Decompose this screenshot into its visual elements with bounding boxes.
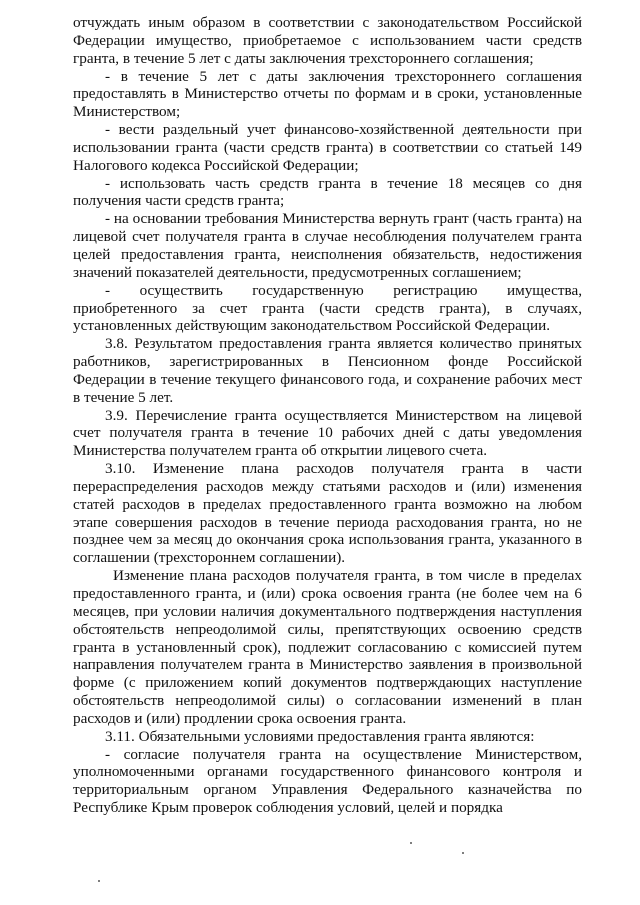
scan-speck [410,842,412,844]
list-item-reports: - в течение 5 лет с даты заключения трехстороннего соглашения предоставлять в Министерство отчеты по формам и в сроки, установленные Министерством; [73,67,582,121]
paragraph-continuation: отчуждать иным образом в соответствии с законодательством Российской Федерации имущество, приобретаемое с использованием части средств гранта, в течение 5 лет с даты заключения трехстороннего соглашения; [73,14,582,67]
list-item-return-grant: - на основании требования Министерства вернуть грант (часть гранта) на лицевой счет получателя гранта в случае несоблюдения получателем гранта целей предоставления гранта, неисполнения обязательств, недостижения значений показателей деятельности, предусмотренных соглашением; [73,210,582,281]
section-3-9: 3.9. Перечисление гранта осуществляется Министерством на лицевой счет получателя гранта в течение 10 рабочих дней с даты уведомления Министерства получателем гранта об открытии лицевого счета. [73,406,582,460]
list-item-use-funds: - использовать часть средств гранта в течение 18 месяцев со дня получения части средств гранта; [73,174,582,210]
section-3-8: 3.8. Результатом предоставления гранта является количество принятых работников, зарегистрированных в Пенсионном фонде Российской Федерации в течение текущего финансового года, и сохранение рабочих мест в течение 5 лет. [73,335,582,406]
section-3-10: 3.10. Изменение плана расходов получателя гранта в части перераспределения расходов между статьями расходов и (или) изменения статей расходов в пределах предоставленного гранта возможно на любом этапе совершения расходов в течение периода расходования гранта, но не позднее чем за месяц до окончания срока использования гранта, указанного в соглашении (трехстороннем соглашении). [73,460,582,567]
list-item-registration: - осуществить государственную регистрацию имущества, приобретенного за счет гранта (части средств гранта), в случаях, установленных действующим законодательством Российской Федерации. [73,281,582,335]
section-3-10-plan-change: Изменение плана расходов получателя гранта, в том числе в пределах предоставленного гранта, и (или) срока освоения гранта (не более чем на 6 месяцев, при условии наличия документального подтверждения наступления обстоятельств непреодолимой силы, препятствующих освоению средств гранта в установленный срок), подлежит согласованию с комиссией путем направления получателем гранта в Министерство заявления в произвольной форме (с приложением копий документов подтверждающих наступление обстоятельств непреодолимой силы) о согласовании изменений в план расходов и (или) продлении срока освоения гранта. [73,567,582,727]
section-3-11: 3.11. Обязательными условиями предоставления гранта являются: [105,727,535,745]
list-item-accounting: - вести раздельный учет финансово-хозяйственной деятельности при использовании гранта (части средств гранта) в соответствии со статьей 149 Налогового кодекса Российской Федерации; [73,121,582,174]
list-item-consent: - согласие получателя гранта на осуществление Министерством, уполномоченными органами государственного финансового контроля и территориальным органом Управления Федерального казначейства по Республике Крым проверок соблюдения условий, целей и порядка [73,745,582,817]
scan-speck [462,852,464,854]
document-body [73,14,582,817]
scan-speck [98,880,100,882]
